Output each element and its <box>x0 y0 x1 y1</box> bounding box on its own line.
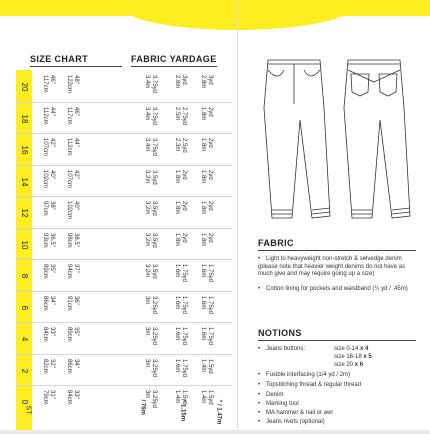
fabric-bullet-1: • Light to heavyweight non-stretch & selvedge denim (please note that heavier weight denims do not have as much give and may require going up a size) <box>258 256 406 277</box>
table-cell: 1.75yd 1.6m <box>174 327 187 346</box>
button-size-line-1: size 0-14 x 4 <box>334 346 369 352</box>
table-cell: 3.25yd 3m <box>144 358 157 377</box>
table-cell: 36.5" 93cm <box>42 232 55 248</box>
notion-jeans-buttons: • Jeans buttons: <box>258 346 306 352</box>
table-cell: 2yd 1.8m <box>174 201 187 215</box>
table-cell: 1.5yd 1.4m <box>174 390 187 405</box>
size-label: 20 <box>20 82 29 92</box>
table-cell: 3yd 2.8m <box>200 75 213 89</box>
table-cell: 1.75yd 1.6m <box>200 295 213 314</box>
size-label: 18 <box>20 114 29 123</box>
partial-waist-label: ST <box>24 405 32 415</box>
row-divider <box>16 259 232 260</box>
table-cell: 1.75yd 1.6m <box>174 264 187 283</box>
row-divider <box>16 196 232 197</box>
size-label: 10 <box>20 240 29 249</box>
notions-heading: NOTIONS <box>258 328 302 338</box>
size-label: 14 <box>20 177 29 186</box>
fabric-heading: FABRIC <box>258 238 294 248</box>
table-cell: 44" 112cm <box>66 138 79 156</box>
size-label: 0 <box>20 399 29 405</box>
table-cell: 31" 79cm <box>42 390 55 405</box>
table-cell: 35" 89cm <box>42 264 55 279</box>
table-cell: 42" 107cm <box>42 138 55 157</box>
table-cell: 1.5yd 1.4m <box>200 390 213 405</box>
fold-line <box>237 0 238 430</box>
fabric-yardage-rule <box>131 66 217 67</box>
notion-item-6: • Jeans rivets (optional) <box>258 419 325 425</box>
fabric-bullet-2: • Cotton lining for pockets and waistband (¼ yd / .45m) <box>258 286 408 292</box>
notion-item-3: • Denim <box>258 392 284 398</box>
button-size-line-2: size 16-18 x 5 <box>334 354 372 360</box>
partial-yardage-3: " / 1.47m <box>215 399 222 425</box>
notion-item-4: • Marking tool <box>258 401 299 407</box>
table-cell: 42" 107cm <box>66 169 79 188</box>
size-label: 12 <box>20 208 29 218</box>
table-cell: 35" 89cm <box>66 327 79 342</box>
table-cell: 1.75yd 1.6m <box>200 264 213 283</box>
notion-item-2: • Topstitching thread & regular thread <box>258 382 362 388</box>
partial-yardage-2: " 1.15m <box>179 399 186 422</box>
table-cell: 3.75yd 3.4m <box>144 75 157 94</box>
button-size-line-3: size 20 x 6 <box>334 362 364 368</box>
row-divider <box>16 133 232 134</box>
table-cell: 38" 97cm <box>42 201 55 216</box>
notions-rule <box>258 340 416 341</box>
table-cell: 3.75yd 3.4m <box>144 106 157 125</box>
table-cell: 2yd 1.8m <box>200 201 213 215</box>
table-cell: 40" 102cm <box>66 201 79 220</box>
size-chart-rule <box>30 66 122 67</box>
table-cell: 3.5yd 3.2m <box>144 232 157 248</box>
row-divider <box>16 385 232 386</box>
row-divider <box>16 291 232 292</box>
table-cell: 32" 82cm <box>42 358 55 374</box>
table-cell: 48" 122cm <box>66 75 79 94</box>
table-cell: 3.25yd 3m <box>144 295 157 314</box>
table-cell: 46" 117cm <box>66 106 79 125</box>
table-cell: 3.5yd 3.2m <box>144 169 157 185</box>
table-cell: 2yd 1.8m <box>200 138 213 152</box>
table-cell: 2.75yd 2.5m <box>174 106 187 125</box>
fabric-rule <box>258 250 416 251</box>
size-label: 16 <box>20 145 29 155</box>
table-cell: 3.25yd 3m <box>144 327 157 346</box>
fabric-yardage-heading: FABRIC YARDAGE <box>131 54 217 64</box>
size-label: 2 <box>20 368 29 373</box>
notion-item-1: • Fusible interfacing (1/4 yd / 2m) <box>258 372 351 378</box>
table-cell: 37" 94cm <box>66 264 79 279</box>
table-cell: 36" 91cm <box>66 295 79 311</box>
table-cell: 2yd 1.8m <box>200 232 213 246</box>
jeans-technical-drawing <box>254 48 414 228</box>
table-cell: 1.75yd 1.6m <box>174 295 187 314</box>
table-cell: 40" 102cm <box>42 169 55 188</box>
table-cell: 38.5" 98cm <box>66 232 79 248</box>
table-cell: 2.5yd 2.3m <box>174 138 187 153</box>
table-cell: 3.25yd 3m <box>144 390 157 409</box>
size-label: 8 <box>20 273 29 279</box>
table-cell: 46" 117cm <box>42 75 55 93</box>
table-cell: 34" 86cm <box>66 358 79 374</box>
table-cell: 2yd 1.8m <box>174 169 187 183</box>
table-cell: 33" 84cm <box>66 390 79 405</box>
table-cell: 2yd 1.8m <box>200 106 213 120</box>
table-cell: 34" 86cm <box>42 295 55 311</box>
table-cell: 2yd 1.8m <box>200 169 213 183</box>
size-label: 4 <box>20 336 29 342</box>
table-cell: 1.5yd 1.4m <box>200 358 213 374</box>
table-cell: 33" 84cm <box>42 327 55 342</box>
row-divider <box>16 102 232 103</box>
partial-yardage-1: / 76m <box>139 399 146 415</box>
row-divider <box>16 322 232 323</box>
row-divider <box>16 165 232 166</box>
table-cell: 2yd 1.8m <box>174 232 187 246</box>
table-cell: 44" 112cm <box>42 106 55 125</box>
size-label: 6 <box>20 305 29 310</box>
notion-item-5: • MA hammer & nail or awl <box>258 410 333 416</box>
table-cell: 1.75yd 1.6m <box>174 358 187 377</box>
row-divider <box>16 354 232 355</box>
table-cell: 1.75yd 1.6m <box>200 327 213 346</box>
table-cell: 3.75yd 3.4m <box>144 138 157 157</box>
table-cell: 3.5yd 3.2m <box>144 264 157 279</box>
size-chart-heading: SIZE CHART <box>30 54 88 64</box>
table-cell: 3yd 2.8m <box>174 75 187 89</box>
row-divider <box>16 228 232 229</box>
table-cell: 3.5yd 3.2m <box>144 201 157 216</box>
